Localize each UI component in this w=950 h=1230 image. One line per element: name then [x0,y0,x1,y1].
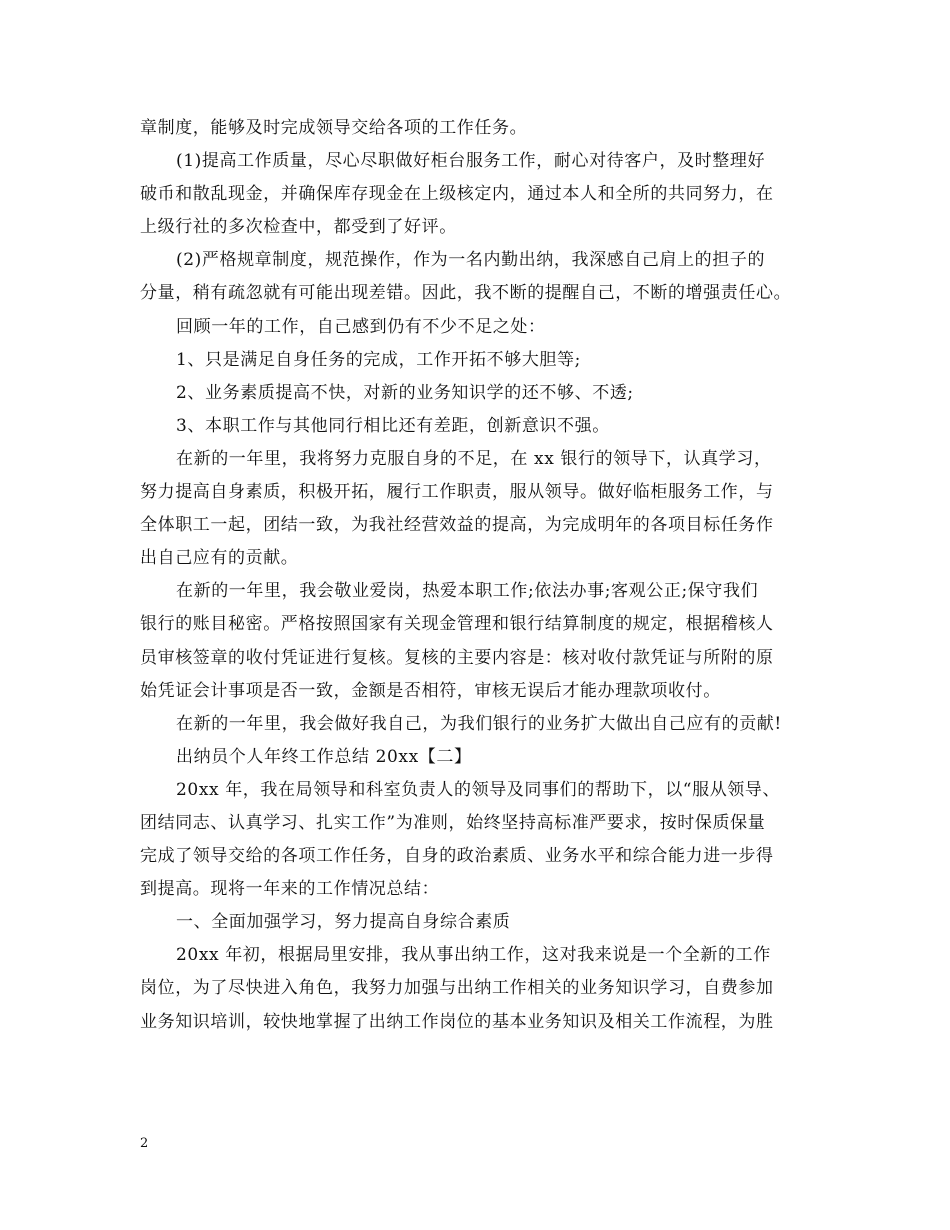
text-line: 全体职工一起，团结一致，为我社经营效益的提高，为完成明年的各项目标任务作 [140,515,774,536]
text-line: 上级行社的多次检查中，都受到了好评。 [140,217,457,238]
text-line: (1)提高工作质量，尽心尽职做好柜台服务工作，耐心对待客户，及时整理好 [176,151,766,172]
text-line: 员审核签章的收付凭证进行复核。复核的主要内容是：核对收付款凭证与所附的原 [140,647,774,668]
text-line: 岗位，为了尽快进入角色，我努力加强与出纳工作相关的业务知识学习，自费参加 [140,978,774,999]
text-line: 3、本职工作与其他同行相比还有差距，创新意识不强。 [176,415,610,436]
text-line: 20xx 年初，根据局里安排，我从事出纳工作，这对我来说是一个全新的工作 [176,945,771,966]
text-line: 银行的账目秘密。严格按照国家有关现金管理和银行结算制度的规定，根据稽核人 [140,614,774,635]
text-line: 出自己应有的贡献。 [140,548,299,569]
text-line: 完成了领导交给的各项工作任务，自身的政治素质、业务水平和综合能力进一步得 [140,846,774,867]
text-line: 在新的一年里，我会做好我自己，为我们银行的业务扩大做出自己应有的贡献! [176,713,782,734]
text-line: 一、全面加强学习，努力提高自身综合素质 [176,912,511,933]
text-line: 努力提高自身素质，积极开拓，履行工作职责，服从领导。做好临柜服务工作，与 [140,482,774,503]
text-line: 回顾一年的工作，自己感到仍有不少不足之处： [176,316,546,337]
text-line: 破币和散乱现金，并确保库存现金在上级核定内，通过本人和全所的共同努力，在 [140,184,774,205]
document-body [140,112,830,1039]
text-line: 始凭证会计事项是否一致，金额是否相符，审核无误后才能办理款项收付。 [140,680,721,701]
text-line: (2)严格规章制度，规范操作，作为一名内勤出纳，我深感自己肩上的担子的 [176,250,766,271]
text-line: 20xx 年，我在局领导和科室负责人的领导及同事们的帮助下，以“服从领导、 [176,779,781,800]
text-line: 在新的一年里，我将努力克服自身的不足，在 xx 银行的领导下，认真学习， [176,448,772,469]
text-line: 2、业务素质提高不快，对新的业务知识学的还不够、不透; [176,382,634,403]
text-line: 在新的一年里，我会敬业爱岗，热爱本职工作;依法办事;客观公正;保守我们 [176,581,759,602]
text-line: 业务知识培训，较快地掌握了出纳工作岗位的基本业务知识及相关工作流程，为胜 [140,1011,774,1032]
text-line: 出纳员个人年终工作总结 20xx【二】 [176,746,472,767]
text-line: 1、只是满足自身任务的完成，工作开拓不够大胆等; [176,349,581,370]
text-line: 分量，稍有疏忽就有可能出现差错。因此，我不断的提醒自己，不断的增强责任心。 [140,283,792,304]
text-line: 到提高。现将一年来的工作情况总结： [140,879,440,900]
text-line: 团结同志、认真学习、扎实工作”为准则，始终坚持高标准严要求，按时保质保量 [140,812,766,833]
text-line: 章制度，能够及时完成领导交给各项的工作任务。 [140,118,528,138]
page-number: 2 [140,1136,149,1151]
